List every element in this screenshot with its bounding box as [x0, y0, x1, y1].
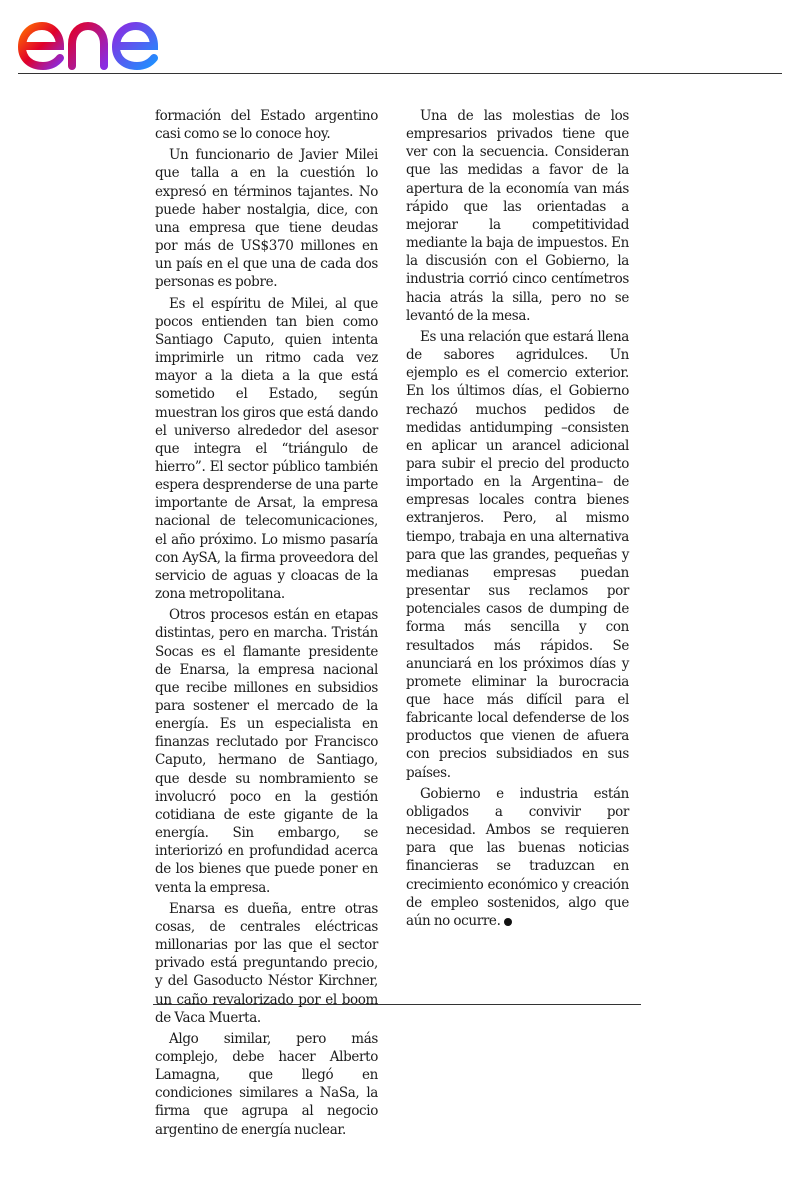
article-paragraph: Una de las molestias de los empresarios privados tiene que ver con la secuencia. Consideran que las medidas a favor de la apertura de la economía van más rápido que las orientadas a mejorar la competitividad mediante la baja de impuestos. En la discusión con el Gobierno, la industria corrió cinco centímetros hacia atrás la silla, pero no se levantó de la mesa.: [406, 108, 629, 324]
article-paragraph: Un funcionario de Javier Milei que talla a en la cuestión lo expresó en términos tajantes. No puede haber nostalgia, dice, con una empresa que tiene deudas por más de US$370 millones en un país en el que una de cada dos personas es pobre.: [155, 147, 378, 291]
article-column-right: [406, 107, 629, 933]
logo-letter-e1: [22, 26, 60, 66]
article-paragraph: Otros procesos están en etapas distintas, pero en marcha. Tristán Socas es el flamante presidente de Enarsa, la empresa nacional que recibe millones en subsidios para sostener el mercado de la energía. Es un especialista en finanzas reclutado por Francisco Caputo, hermano de Santiago, que desde su nombramiento se involucró poco en la gestión cotidiana de este gigante de la energía. Sin embargo, se interiorizó en profundidad acerca de los bienes que puede poner en venta la empresa.: [155, 607, 378, 896]
article-paragraph: formación del Estado argentino casi como se lo conoce hoy.: [155, 108, 378, 143]
article-column-left: [155, 107, 378, 1142]
end-of-article-bullet-icon: [504, 918, 512, 926]
article-paragraph: Es el espíritu de Milei, al que pocos entienden tan bien como Santiago Caputo, quien intenta imprimirle un ritmo cada vez mayor a la dieta a la que está sometido el Estado, según muestran los giros que está dando el universo alrededor del asesor que integra el “triángulo de hierro”. El sector público también espera desprenderse de una parte importante de Arsat, la empresa nacional de telecomunicaciones, el año próximo. Lo mismo pasaría con AySA, la firma proveedora del servicio de aguas y cloacas de la zona metropolitana.: [155, 295, 378, 603]
article-paragraph-text: Gobierno e industria están obligados a convivir por necesidad. Ambos se requieren para que las buenas noticias financieras se traduzcan en crecimiento económico y creación de empleo sostenidos, algo que aún no ocurre.: [406, 785, 629, 929]
enel-logo: [16, 6, 186, 72]
footer-divider: [153, 1004, 641, 1005]
article-paragraph: Algo similar, pero más complejo, debe hacer Alberto Lamagna, que llegó en condiciones similares a NaSa, la firma que agrupa al negocio argentino de energía nuclear.: [155, 1030, 378, 1138]
header-divider: [18, 73, 782, 74]
article-paragraph: Es una relación que estará llena de sabores agridulces. Un ejemplo es el comercio exterior. En los últimos días, el Gobierno rechazó muchos pedidos de medidas antidumping –consisten en aplicar un arancel adicional para subir el precio del producto importado en la Argentina– de empresas locales contra bienes extranjeros. Pero, al mismo tiempo, trabaja en una alternativa para que las grandes, pequeñas y medianas empresas puedan presentar sus reclamos por potenciales casos de dumping de forma más sencilla y con resultados más rápidos. Se anunciará en los próximos días y promete eliminar la burocracia que hace más difícil para el fabricante local defenderse de los productos que vienen de afuera con precios subsidiados en sus países.: [406, 328, 629, 781]
article-paragraph: [406, 785, 629, 930]
article-paragraph: Enarsa es dueña, entre otras cosas, de centrales eléctricas millonarias por las que el sector privado está preguntando precio, y del Gasoducto Néstor Kirchner, un caño revalorizado por el boom de Vaca Muerta.: [155, 900, 378, 1026]
logo-letter-n: [72, 26, 104, 66]
logo-letter-e2: [116, 26, 154, 66]
